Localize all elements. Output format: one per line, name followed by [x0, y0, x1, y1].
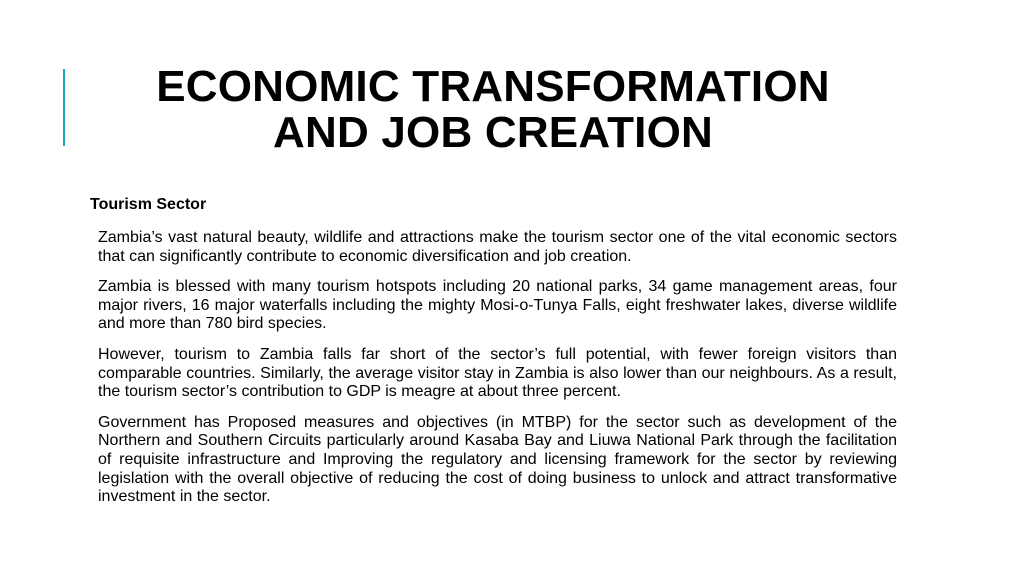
body-paragraph-4: Government has Proposed measures and objectives (in MTBP) for the sector such as development of the Northern and Southern Circuits particularly around Kasaba Bay and Liuwa National Park through the facilitation of requisite infrastructure and Improving the regulatory and licensing framework for the sector by reviewing legislation with the overall objective of reducing the cost of doing business to unlock and attract transformative investment in the sector.	[98, 413, 897, 506]
body-paragraph-3: However, tourism to Zambia falls far short of the sector’s full potential, with fewer foreign visitors than comparable countries. Similarly, the average visitor stay in Zambia is also lower than our neighbours. As a result, the tourism sector’s contribution to GDP is meagre at about three percent.	[98, 345, 897, 401]
slide-body	[98, 229, 897, 519]
body-paragraph-1: Zambia’s vast natural beauty, wildlife and attractions make the tourism sector one of the vital economic sectors that can significantly contribute to economic diversification and job creation.	[98, 229, 897, 265]
slide-title-line-1: ECONOMIC TRANSFORMATION	[156, 62, 830, 111]
body-paragraph-2: Zambia is blessed with many tourism hotspots including 20 national parks, 34 game management areas, four major rivers, 16 major waterfalls including the mighty Mosi-o-Tunya Falls, eight freshwater lakes, diverse wildlife and more than 780 bird species.	[98, 278, 897, 333]
section-heading: Tourism Sector	[90, 196, 207, 213]
slide-title	[110, 64, 876, 156]
slide-title-line-2: AND JOB CREATION	[273, 108, 713, 157]
title-accent-bar	[63, 69, 65, 146]
